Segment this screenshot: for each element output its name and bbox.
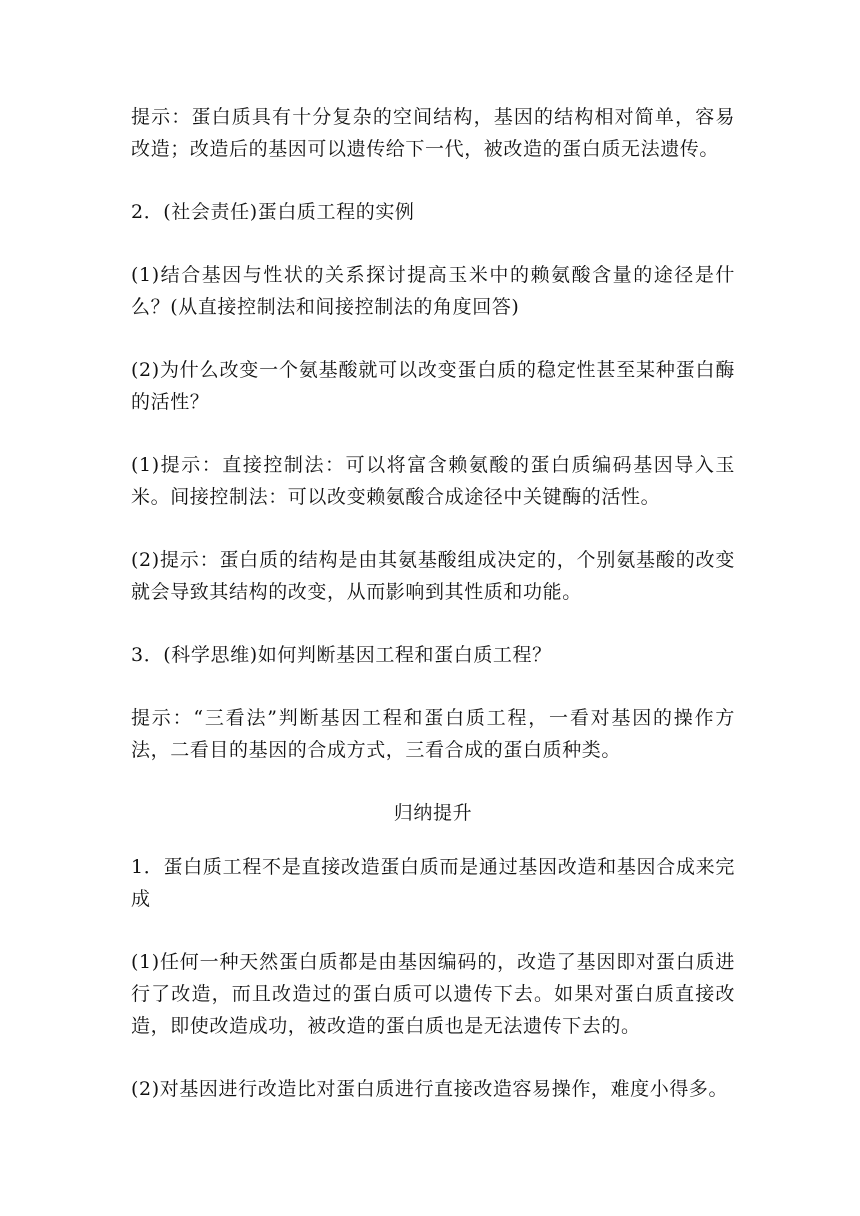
answer-paragraph: (1)提示：直接控制法：可以将富含赖氨酸的蛋白质编码基因导入玉米。间接控制法：可以改变赖氨酸合成途径中关键酶的活性。 <box>131 454 735 508</box>
hint-paragraph: 提示：蛋白质具有十分复杂的空间结构，基因的结构相对简单，容易改造；改造后的基因可以遗传给下一代，被改造的蛋白质无法遗传。 <box>131 106 735 160</box>
question-paragraph: (2)为什么改变一个氨基酸就可以改变蛋白质的稳定性甚至某种蛋白酶的活性？ <box>131 359 735 413</box>
hint-paragraph: 提示：“三看法”判断基因工程和蛋白质工程，一看对基因的操作方法，二看目的基因的合成方式，三看合成的蛋白质种类。 <box>131 707 735 761</box>
summary-title: 归纳提升 <box>393 802 473 824</box>
summary-point: 1．蛋白质工程不是直接改造蛋白质而是通过基因改造和基因合成来完成 <box>131 856 735 910</box>
summary-detail: (1)任何一种天然蛋白质都是由基因编码的，改造了基因即对蛋白质进行了改造，而且改造过的蛋白质可以遗传下去。如果对蛋白质直接改造，即使改造成功，被改造的蛋白质也是无法遗传下去的。 <box>131 951 735 1037</box>
section-heading: 3．(科学思维)如何判断基因工程和蛋白质工程？ <box>131 644 552 666</box>
question-paragraph: (1)结合基因与性状的关系探讨提高玉米中的赖氨酸含量的途径是什么？(从直接控制法和间接控制法的角度回答) <box>131 264 735 318</box>
section-heading: 2．(社会责任)蛋白质工程的实例 <box>131 201 415 223</box>
summary-detail: (2)对基因进行改造比对蛋白质进行直接改造容易操作，难度小得多。 <box>131 1078 729 1100</box>
answer-paragraph: (2)提示：蛋白质的结构是由其氨基酸组成决定的，个别氨基酸的改变就会导致其结构的改变，从而影响到其性质和功能。 <box>131 549 735 603</box>
